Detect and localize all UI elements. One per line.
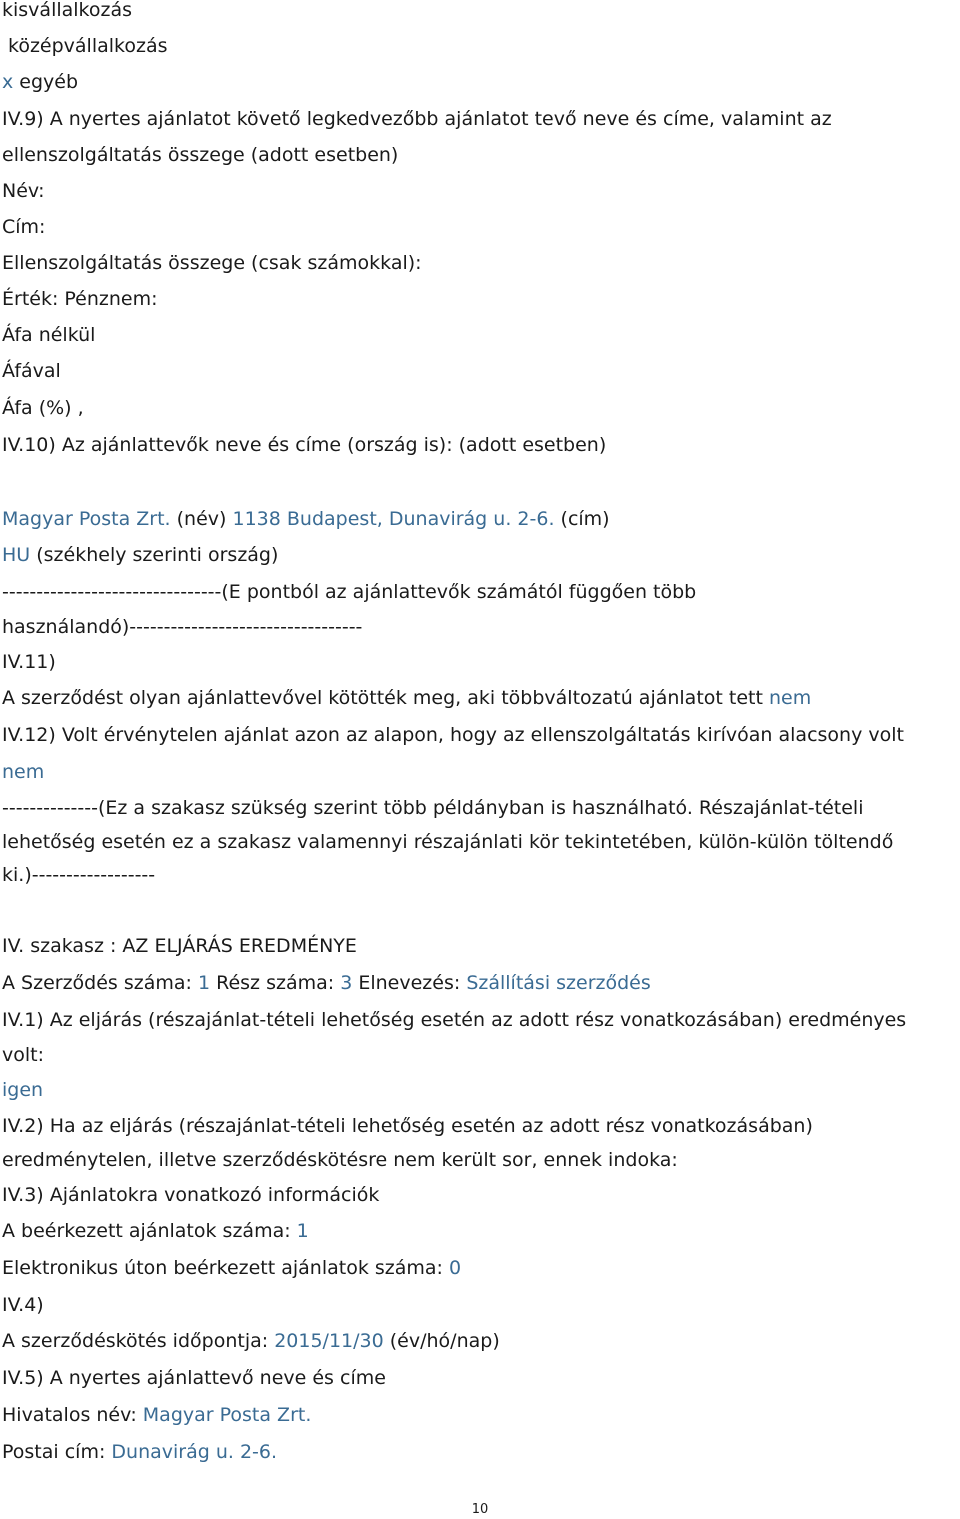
official-name-line: Hivatalos név: Magyar Posta Zrt. <box>2 1404 312 1426</box>
bidder-address: 1138 Budapest, Dunavirág u. 2-6. <box>232 508 555 530</box>
iv9-heading-line1: IV.9) A nyertes ajánlatot követő legkedvezőbb ajánlatot tevő neve és címe, valamint az <box>2 108 832 130</box>
section-title: IV. szakasz : AZ ELJÁRÁS EREDMÉNYE <box>2 935 357 957</box>
value-currency-label: Érték: Pénznem: <box>2 288 158 310</box>
iv1-line1: IV.1) Az eljárás (részajánlat-tételi lehetőség esetén az adott rész vonatkozásában) eredményes <box>2 1009 907 1031</box>
iv12-answer: nem <box>2 761 45 783</box>
electronic-offers-line: Elektronikus úton beérkezett ajánlatok száma: 0 <box>2 1257 462 1279</box>
iv12-line: IV.12) Volt érvénytelen ajánlat azon az alapon, hogy az ellenszolgáltatás kirívóan alacsony volt <box>2 724 904 746</box>
iv2-line2: eredménytelen, illetve szerződéskötésre nem került sor, ennek indoka: <box>2 1149 678 1171</box>
name-label: Név: <box>2 180 45 202</box>
note-line1: --------------(Ez a szakasz szükség szerint több példányban is használható. Részajánlat-tételi <box>2 797 864 819</box>
note-line3: ki.)------------------ <box>2 864 156 886</box>
received-offers-line: A beérkezett ajánlatok száma: 1 <box>2 1220 309 1242</box>
iv10-heading: IV.10) Az ajánlattevők neve és címe (ország is): (adott esetben) <box>2 434 607 456</box>
address-label: Cím: <box>2 216 46 238</box>
bidder-name: Magyar Posta Zrt. <box>2 508 171 530</box>
option-other: x egyéb <box>2 71 79 93</box>
contract-number: 1 <box>197 972 211 994</box>
page-number: 10 <box>471 1502 489 1517</box>
note-line2: lehetőség esetén ez a szakasz valamennyi részajánlati kör tekintetében, külön-külön töltendő <box>2 831 894 853</box>
iv3-heading: IV.3) Ajánlatokra vonatkozó információk <box>2 1184 380 1206</box>
contract-name: Szállítási szerződés <box>466 972 651 994</box>
iv1-answer: igen <box>2 1079 44 1101</box>
bidder-line: Magyar Posta Zrt. (név) 1138 Budapest, Dunavirág u. 2-6. (cím) <box>2 508 610 530</box>
contract-date: 2015/11/30 <box>274 1330 384 1352</box>
iv11-line: A szerződést olyan ajánlattevővel kötötték meg, aki többváltozatú ajánlatot tett nem <box>2 687 812 709</box>
amount-label: Ellenszolgáltatás összege (csak számokkal): <box>2 252 422 274</box>
iv11-answer: nem <box>768 687 812 709</box>
option-small-enterprise: kisvállalkozás <box>2 0 133 21</box>
vat-label: Áfa (%) , <box>2 397 84 419</box>
iv10-note-line1: --------------------------------(E pontból az ajánlattevők számától függően több <box>2 581 697 603</box>
checked-mark: x <box>2 71 14 93</box>
part-number: 3 <box>340 972 353 994</box>
received-offers-count: 1 <box>296 1220 309 1242</box>
contract-date-line: A szerződéskötés időpontja: 2015/11/30 (év/hó/nap) <box>2 1330 500 1352</box>
electronic-offers-count: 0 <box>449 1257 462 1279</box>
contract-line: A Szerződés száma: 1 Rész száma: 3 Elnevezés: Szállítási szerződés <box>2 972 651 994</box>
postal-address-line: Postai cím: Dunavirág u. 2-6. <box>2 1441 278 1463</box>
iv1-line2: volt: <box>2 1044 44 1066</box>
official-name: Magyar Posta Zrt. <box>142 1404 312 1426</box>
iv11-heading: IV.11) <box>2 651 56 673</box>
country-code: HU <box>2 544 31 566</box>
gross-label: Áfával <box>2 360 61 382</box>
iv5-heading: IV.5) A nyertes ajánlattevő neve és címe <box>2 1367 386 1389</box>
country-line: HU (székhely szerinti ország) <box>2 544 279 566</box>
postal-address: Dunavirág u. 2-6. <box>111 1441 278 1463</box>
iv2-line1: IV.2) Ha az eljárás (részajánlat-tételi lehetőség esetén az adott rész vonatkozásában) <box>2 1115 813 1137</box>
option-medium-enterprise: középvállalkozás <box>8 35 168 57</box>
iv4-heading: IV.4) <box>2 1294 44 1316</box>
iv9-heading-line2: ellenszolgáltatás összege (adott esetben) <box>2 144 399 166</box>
iv10-note-line2: használandó)---------------------------------- <box>2 616 363 638</box>
net-label: Áfa nélkül <box>2 324 96 346</box>
